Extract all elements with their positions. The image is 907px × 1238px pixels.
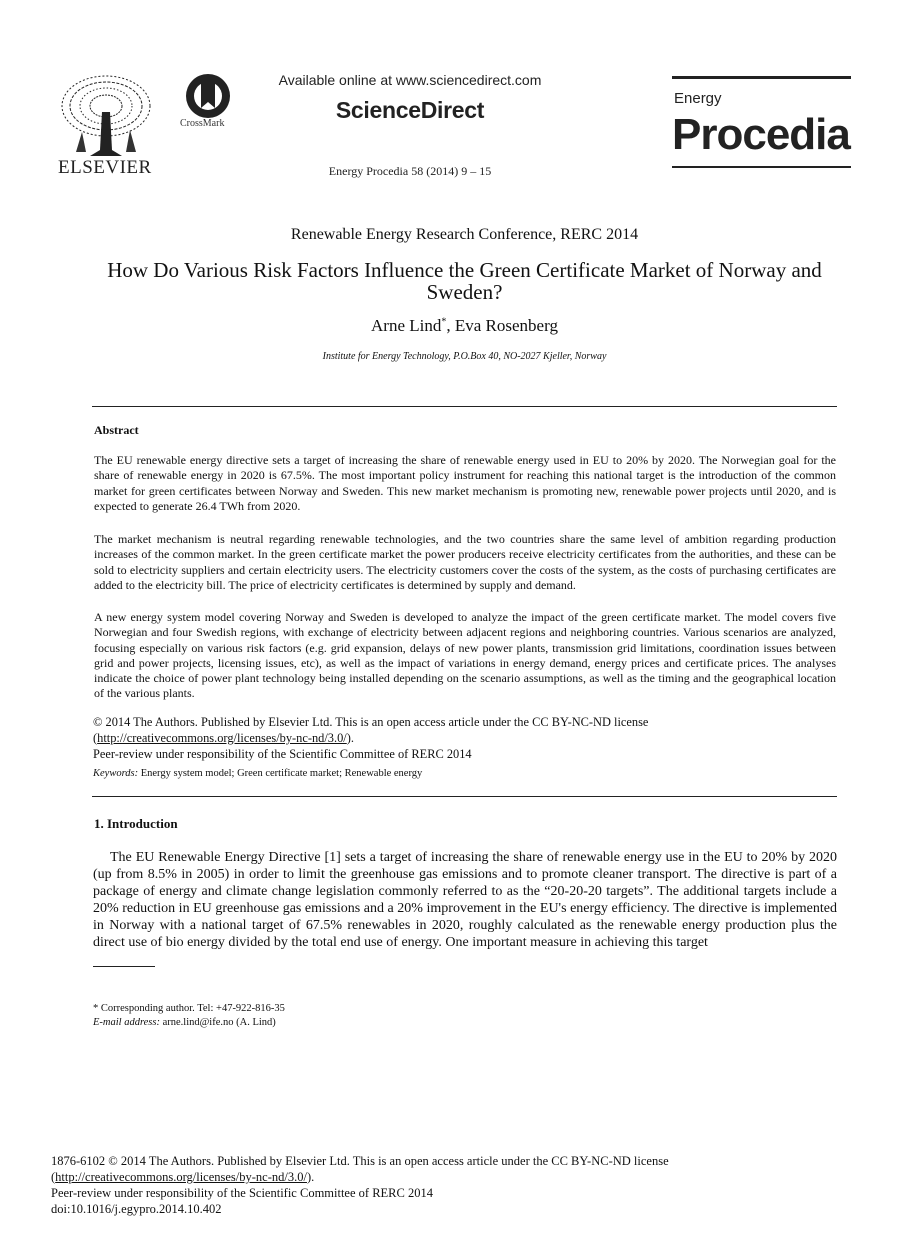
author-2: Eva Rosenberg [454, 316, 558, 335]
abstract-paragraph-1: The EU renewable energy directive sets a target of increasing the share of renewable energy used in EU to 20% by 2020. The Norwegian goal for the share of renewable energy in 2020 is 67.5%. The most important policy instrument for reaching this national target is the introduction of the common market for green certificates between Norway and Sweden. This new market mechanism is promoting new, renewable power projects until 2020, and is expected to generate 26.4 TWh from 2020. [94, 453, 836, 513]
journal-logo-word1: Energy [674, 90, 722, 107]
journal-logo-word2: Procedia [672, 110, 850, 159]
article-title: How Do Various Risk Factors Influence the Green Certificate Market of Norway and Sweden? [107, 258, 822, 304]
author-list [92, 316, 837, 336]
footnote-corresponding: * Corresponding author. Tel: +47-922-816-35 [93, 1003, 285, 1014]
doi-line: doi:10.1016/j.egypro.2014.10.402 [51, 1202, 222, 1216]
introduction-heading: 1. Introduction [94, 816, 178, 831]
author-separator: , [446, 316, 455, 335]
publisher-name: ELSEVIER [58, 157, 152, 178]
license-link[interactable]: http://creativecommons.org/licenses/by-nc-nd/3.0/ [97, 731, 347, 745]
journal-logo-underline [672, 166, 851, 168]
peer-review-line: Peer-review under responsibility of the Scientific Committee of RERC 2014 [93, 747, 472, 761]
bottom-peer-review: Peer-review under responsibility of the Scientific Committee of RERC 2014 [51, 1186, 433, 1200]
email-label: E-mail address: [93, 1017, 160, 1028]
bottom-license-link[interactable]: http://creativecommons.org/licenses/by-nc-nd/3.0/ [55, 1170, 307, 1184]
divider-bottom [92, 796, 837, 797]
bottom-license-close: ). [306, 1170, 315, 1184]
bottom-license-open: ( [51, 1170, 56, 1184]
corresponding-mark: * [441, 316, 447, 328]
bottom-license-line [51, 1170, 851, 1186]
author-1: Arne Lind [371, 316, 442, 335]
conference-name: Renewable Energy Research Conference, RERC 2014 [290, 226, 639, 243]
license-open: ( [93, 731, 98, 745]
footnote-email-line [93, 1017, 276, 1028]
divider-top [92, 406, 837, 407]
sciencedirect-title: ScienceDirect [335, 97, 485, 123]
journal-logo-rules [672, 76, 851, 83]
license-line [93, 730, 837, 746]
email-text: arne.lind@ife.no (A. Lind) [159, 1017, 276, 1028]
affiliation: Institute for Energy Technology, P.O.Box 40, NO-2027 Kjeller, Norway [322, 351, 607, 362]
abstract-paragraph-3: A new energy system model covering Norway and Sweden is developed to analyze the impact of the green certificate market. The model covers five Norwegian and four Swedish regions, with exchange of electricity between adjacent regions and neighboring countries. Various scenarios are analyzed, focusing especially on various risk factors (e.g. grid expansion, delays of new power plants, transmission grid limitations, coordination issues between grid and power projects, licensing issues, etc), as well as the impact of variations in energy demand, energy prices and certificate prices. The analyses indicate the choice of power plant technology being installed depending on the scenario assumptions, as well as the timing and the geographical location of the various plants. [94, 610, 836, 701]
keywords-text: Energy system model; Green certificate market; Renewable energy [138, 768, 423, 779]
introduction-text: The EU Renewable Energy Directive [1] sets a target of increasing the share of renewable energy use in the EU to 20% by 2020 (up from 8.5% in 2005) in order to limit the greenhouse gas emissions and to promote cleaner transport. The directive is part of a package of energy and climate change legislation commonly referred to as the “20-20-20 targets”. The additional targets include a 20% reduction in EU greenhouse gas emissions and a 20% improvement in the EU's energy efficiency. The directive is implemented in Norway with a national target of 67.5% renewables in 2020, roughly calculated as the renewable energy production plus the direct use of bio energy divided by the total end use of energy. One important measure in achieving this target [93, 850, 837, 951]
journal-reference: Energy Procedia 58 (2014) 9 – 15 [328, 164, 492, 178]
crossmark-label: CrossMark [180, 118, 225, 129]
available-online: Available online at www.sciencedirect.com [278, 72, 542, 88]
abstract-heading: Abstract [94, 423, 139, 437]
issn-copyright: 1876-6102 © 2014 The Authors. Published by Elsevier Ltd. This is an open access article under the CC BY-NC-ND license [51, 1154, 669, 1168]
license-close: ). [346, 731, 354, 745]
copyright-line: © 2014 The Authors. Published by Elsevier Ltd. This is an open access article under the CC BY-NC-ND license [93, 715, 649, 729]
footnote-rule [93, 966, 155, 967]
keywords-label: Keywords: [93, 768, 139, 779]
abstract-paragraph-2: The market mechanism is neutral regarding renewable technologies, and the two countries share the same level of ambition regarding production increases of the common market. In the green certificate market the power producers receive electricity certificates from the authorities, and these can be sold to electricity suppliers and certain electricity users. The electricity customers cover the costs of the system, as the costs of purchasing certificates are added to the electricity bill. The price of electricity certificates is determined by supply and demand. [94, 532, 836, 592]
keywords-line [93, 768, 422, 779]
